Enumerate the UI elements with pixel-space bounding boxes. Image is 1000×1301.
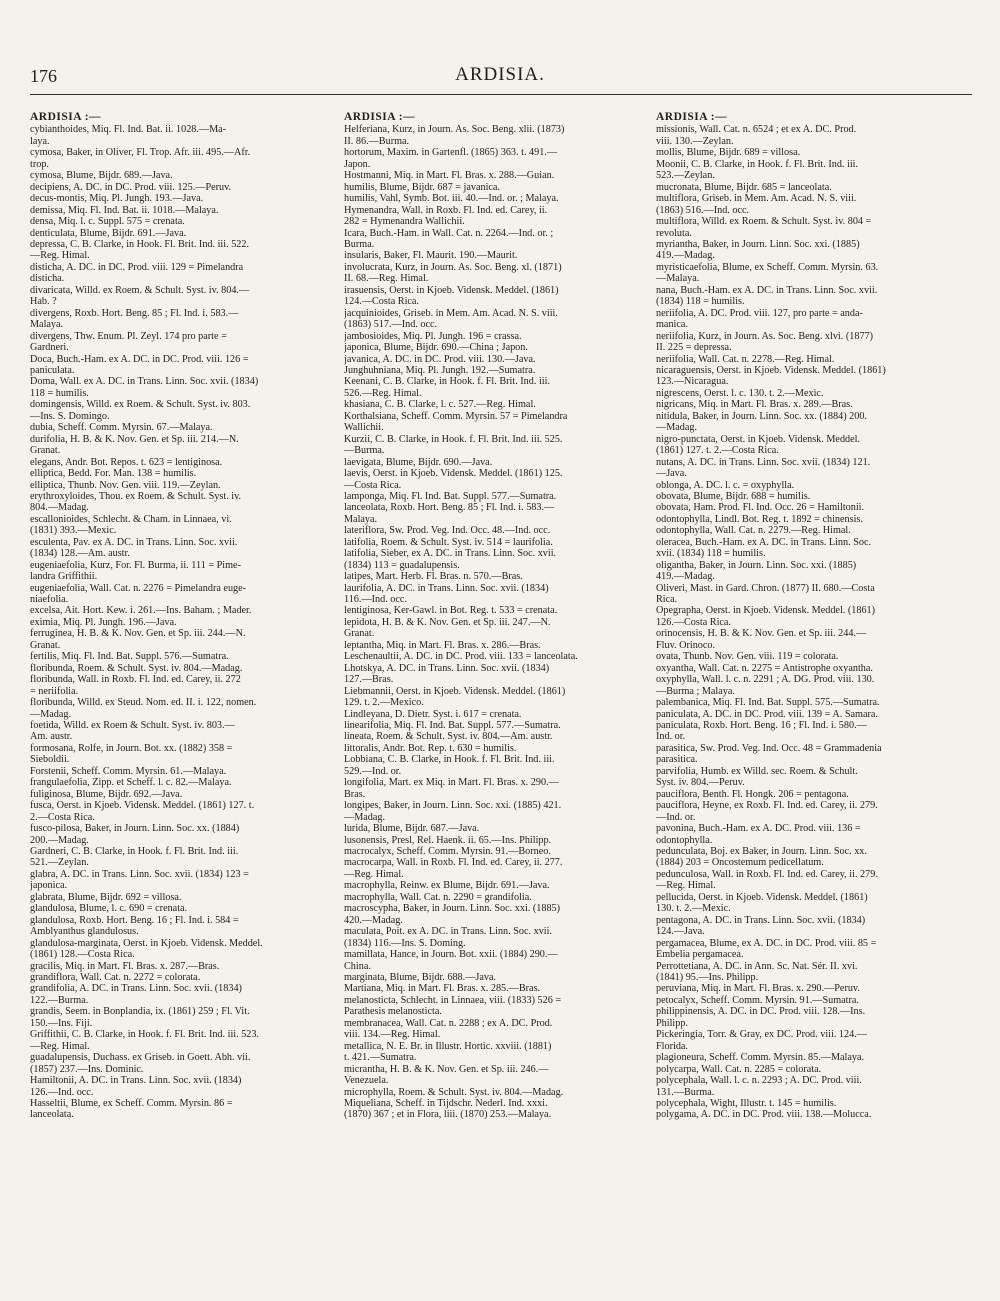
index-entry: peruviana, Miq. in Mart. Fl. Bras. x. 290.—Peruv. — [656, 983, 860, 995]
index-entry: floribunda, Willd. ex Steud. Nom. ed. II. i. 122, nomen. — [30, 697, 257, 709]
index-entry: longipes, Baker, in Journ. Linn. Soc. xxi. (1885) 421. — [344, 800, 562, 812]
index-entry: (1861) 128.—Costa Rica. — [30, 949, 135, 961]
index-entry: japonica, Blume, Bijdr. 690.—China ; Japon. — [344, 342, 528, 354]
index-entry: lineata, Roem. & Schult. Syst. iv. 804.—Am. austr. — [344, 731, 553, 743]
index-entry: divergens, Thw. Enum. Pl. Zeyl. 174 pro parte = — [30, 330, 227, 342]
index-entry: polycephala, Wall. l. c. n. 2293 ; A. DC. Prod. viii. — [656, 1075, 862, 1087]
index-entry: gracilis, Miq. in Mart. Fl. Bras. x. 287.—Bras. — [30, 960, 220, 972]
index-entry: foetida, Willd. ex Roem & Schult. Syst. iv. 803.— — [30, 720, 235, 732]
index-entry: elliptica, Thunb. Nov. Gen. viii. 119.—Zeylan. — [30, 479, 221, 491]
index-entry: excelsa, Ait. Hort. Kew. i. 261.—Ins. Baham. ; Mader. — [30, 605, 252, 617]
index-entry: jambosioides, Miq. Pl. Jungh. 196 = crassa. — [344, 330, 522, 342]
index-entry: odontophylla. — [656, 834, 713, 846]
index-entry: littoralis, Andr. Bot. Rep. t. 630 = humilis. — [344, 742, 517, 754]
index-entry: 419.—Madag. — [656, 571, 715, 583]
index-entry: Junghuhniana, Miq. Pl. Jungh. 192.—Sumatra. — [344, 364, 536, 376]
index-entry: nigro-punctata, Oerst. in Kjoeb. Vidensk. Meddel. — [656, 433, 861, 445]
index-entry: eugeniaefolia, Wall. Cat. n. 2276 = Pimelandra euge- — [30, 582, 247, 594]
index-entry: Japon. — [344, 158, 371, 170]
index-entry: 150.—Ins. Fiji. — [30, 1017, 93, 1029]
index-entry: decus-montis, Miq. Pl. Jungh. 193.—Java. — [30, 193, 204, 205]
index-entry: fusco-pilosa, Baker, in Journ. Linn. Soc. xx. (1884) — [30, 823, 240, 835]
index-entry: viii. 134.—Reg. Himal. — [344, 1029, 441, 1041]
index-entry: Florida. — [656, 1040, 688, 1052]
index-entry: cymosa, Baker, in Oliver, Fl. Trop. Afr. iii. 495.—Afr. — [30, 147, 251, 159]
index-entry: japonica. — [30, 880, 68, 892]
index-entry: 521.—Zeylan. — [30, 857, 89, 869]
index-entry: multiflora, Willd. ex Roem. & Schult. Syst. iv. 804 = — [656, 216, 872, 228]
index-entry: 124.—Java. — [656, 926, 705, 938]
index-entry: micrantha, H. B. & K. Nov. Gen. et Sp. iii. 246.— — [344, 1063, 549, 1075]
index-entry: pellucida, Oerst. in Kjoeb. Vidensk. Meddel. (1861) — [656, 891, 868, 903]
index-entry: Bras. — [344, 788, 366, 800]
index-entry: (1863) 516.—Ind. occ. — [656, 204, 750, 216]
index-entry: II. 225 = depressa. — [656, 342, 732, 354]
index-entry: Hymenandra, Wall. in Roxb. Fl. Ind. ed. Carey, ii. — [344, 204, 548, 216]
index-entry: ovata, Thunb. Nov. Gen. viii. 119 = colorata. — [656, 651, 839, 663]
index-entry: esculenta, Pav. ex A. DC. in Trans. Linn. Soc. xvii. — [30, 536, 238, 548]
index-entry: grandifolia, A. DC. in Trans. Linn. Soc. xvii. (1834) — [30, 983, 242, 995]
index-entry: obovata, Blume, Bijdr. 688 = humilis. — [656, 490, 811, 502]
index-entry: —Java. — [656, 468, 687, 480]
index-entry: 131.—Burma. — [656, 1086, 715, 1098]
index-entry: domingensis, Willd. ex Roem. & Schult. Syst. iv. 803. — [30, 399, 251, 411]
index-entry: 2.—Costa Rica. — [30, 811, 95, 823]
index-entry: pauciflora, Benth. Fl. Hongk. 206 = pentagona. — [656, 788, 849, 800]
index-entry: jacquinioides, Griseb. in Mem. Am. Acad. N. S. viii. — [344, 307, 558, 319]
index-entry: polygama, A. DC. in DC. Prod. viii. 138.—Molucca. — [656, 1109, 872, 1121]
index-entry: nitidula, Baker, in Journ. Linn. Soc. xx. (1884) 200. — [656, 410, 867, 422]
index-entry: Burma. — [344, 238, 375, 250]
index-entry: decipiens, A. DC. in DC. Prod. viii. 125.—Peruv. — [30, 181, 232, 193]
index-entry: Kurzii, C. B. Clarke, in Hook. f. Fl. Brit. Ind. iii. 525. — [344, 433, 563, 445]
index-entry: laevigata, Blume, Bijdr. 690.—Java. — [344, 456, 493, 468]
index-entry: khasiana, C. B. Clarke, l. c. 527.—Reg. Himal. — [344, 399, 536, 411]
index-entry: (1834) 118 = humilis. — [656, 296, 745, 308]
index-entry: Oliveri, Mast. in Gard. Chron. (1877) II. 680.—Costa — [656, 582, 875, 594]
index-entry: pentagona, A. DC. in Trans. Linn. Soc. xvii. (1834) — [656, 914, 866, 926]
index-entry: 122.—Burma. — [30, 994, 89, 1006]
index-entry: oligantha, Baker, in Journ. Linn. Soc. xxi. (1885) — [656, 559, 857, 571]
index-entry: humilis, Vahl, Symb. Bot. iii. 40.—Ind. or. ; Malaya. — [344, 193, 559, 205]
index-entry: orinocensis, H. B. & K. Nov. Gen. et Sp. iii. 244.— — [656, 628, 867, 640]
index-entry: petocalyx, Scheff. Comm. Myrsin. 91.—Sumatra. — [656, 994, 859, 1006]
index-entry: Liebmannii, Oerst. in Kjoeb. Vidensk. Meddel. (1861) — [344, 685, 566, 697]
index-entry: elliptica, Bedd. For. Man. 138 = humilis. — [30, 468, 197, 480]
index-entry: fuliginosa, Blume, Bijdr. 692.—Java. — [30, 788, 183, 800]
index-entry: glandulosa, Roxb. Hort. Beng. 16 ; Fl. Ind. i. 584 = — [30, 914, 239, 926]
index-entry: macrocalyx, Scheff. Comm. Myrsin. 91.—Borneo. — [344, 846, 551, 857]
index-entry: philippinensis, A. DC. in DC. Prod. viii. 128.—Ins. — [656, 1006, 866, 1018]
index-entry: (1861) 127. t. 2.—Costa Rica. — [656, 445, 779, 457]
index-entry: Miqueliana, Scheff. in Tijdschr. Nederl. Ind. xxxi. — [344, 1097, 548, 1109]
index-entry: —Ins. S. Domingo. — [30, 410, 110, 422]
index-entry: eximia, Miq. Pl. Jungh. 196.—Java. — [30, 616, 177, 628]
index-entry: 129. t. 2.—Mexico. — [344, 697, 424, 709]
index-entry: divergens, Roxb. Hort. Beng. 85 ; Fl. Ind. i. 583.— — [30, 307, 239, 319]
index-entry: Pickeringia, Torr. & Gray, ex DC. Prod. viii. 124.— — [656, 1029, 867, 1041]
index-entry: Malaya. — [30, 319, 64, 331]
index-entry: Opegrapha, Oerst. in Kjoeb. Vidensk. Meddel. (1861) — [656, 605, 876, 617]
index-entry: 126.—Costa Rica. — [656, 616, 731, 628]
index-entry: escallonioides, Schlecht. & Cham. in Linnaea, vi. — [30, 513, 232, 525]
index-entry: macrophylla, Wall. Cat. n. 2290 = grandifolia. — [344, 891, 532, 903]
index-entry: trop. — [30, 158, 49, 170]
index-entry: nicaraguensis, Oerst. in Kjoeb. Vidensk. Meddel. (1861) — [656, 364, 886, 376]
index-entry: 526.—Reg. Himal. — [344, 387, 422, 399]
index-entry: Wallichii. — [344, 422, 384, 434]
index-entry: erythroxyloides, Thou. ex Roem. & Schult. Syst. iv. — [30, 490, 242, 502]
index-entry: t. 421.—Sumatra. — [344, 1052, 417, 1064]
index-entry: (1834) 128.—Am. austr. — [30, 548, 130, 560]
index-entry: Helferiana, Kurz, in Journ. As. Soc. Beng. xlii. (1873) — [344, 124, 565, 136]
index-entry: cymosa, Blume, Bijdr. 689.—Java. — [30, 170, 173, 182]
index-entry: Ind. or. — [656, 731, 686, 743]
index-entry: 124.—Costa Rica. — [344, 296, 419, 308]
index-entry: Griffithii, C. B. Clarke, in Hook. f. Fl. Brit. Ind. iii. 523. — [30, 1029, 260, 1041]
index-entry: glandulosa-marginata, Oerst. in Kjoeb. Vidensk. Meddel. — [30, 937, 263, 949]
index-entry: paniculata, Roxb. Hort. Beng. 16 ; Fl. Ind. i. 580.— — [656, 720, 867, 732]
index-entry: lanceolata, Roxb. Hort. Beng. 85 ; Fl. Ind. i. 583.— — [344, 502, 555, 514]
index-entry: macrocarpa, Wall. in Roxb. Fl. Ind. ed. Carey, ii. 277. — [344, 857, 563, 869]
index-entry: fusca, Oerst. in Kjoeb. Vidensk. Meddel. (1861) 127. t. — [30, 800, 255, 812]
index-entry: —Burma ; Malaya. — [656, 685, 735, 697]
page-number: 176 — [30, 66, 57, 86]
index-entry: = neriifolia. — [30, 685, 79, 697]
index-entry: pergamacea, Blume, ex A. DC. in DC. Prod. viii. 85 = — [656, 937, 877, 949]
index-entry: grandiflora, Wall. Cat. n. 2272 = colorata. — [30, 971, 201, 983]
index-entry: (1863) 517.—Ind. occ. — [344, 319, 438, 331]
index-entry: 130. t. 2.—Mexic. — [656, 903, 731, 915]
index-entry: xvii. (1834) 118 = humilis. — [656, 548, 766, 560]
index-entry: odontophylla, Wall. Cat. n. 2279.—Reg. Himal. — [656, 525, 851, 537]
index-entry: —Madag. — [656, 422, 698, 434]
index-entry: macrophylla, Reinw. ex Blume, Bijdr. 691.—Java. — [344, 880, 550, 892]
index-entry: pavonina, Buch.-Ham. ex A. DC. Prod. viii. 136 = — [656, 823, 861, 835]
index-entry: oblonga, A. DC. l. c. = oxyphylla. — [656, 479, 795, 491]
index-entry: laurifolia, A. DC. in Trans. Linn. Soc. xvii. (1834) — [344, 582, 549, 594]
index-entry: metallica, N. E. Br. in Illustr. Hortic. xxviii. (1881) — [344, 1040, 552, 1052]
index-entry: Forstenii, Scheff. Comm. Myrsin. 61.—Malaya. — [30, 765, 227, 777]
index-entry: obovata, Ham. Prod. Fl. Ind. Occ. 26 = Hamiltonii. — [656, 502, 865, 514]
index-entry: depressa, C. B. Clarke, in Hook. Fl. Brit. Ind. iii. 522. — [30, 238, 250, 250]
index-entry: Leschenaultii, A. DC. in DC. Prod. viii. 133 = lanceolata. — [344, 651, 578, 663]
index-entry: glabra, A. DC. in Trans. Linn. Soc. xvii. (1834) 123 = — [30, 868, 249, 880]
index-entry: Doca, Buch.-Ham. ex A. DC. in DC. Prod. viii. 126 = — [30, 353, 249, 365]
index-entry: Rica. — [656, 594, 678, 606]
index-entry: leptantha, Miq. in Mart. Fl. Bras. x. 286.—Bras. — [344, 639, 541, 651]
column-2 — [344, 112, 642, 1121]
index-entry: pedunculosa, Wall. in Roxb. Fl. Ind. ed. Carey, ii. 279. — [656, 868, 878, 880]
index-entry: melanosticta, Schlecht. in Linnaea, viii. (1833) 526 = — [344, 994, 562, 1006]
index-entry: lurida, Blume, Bijdr. 687.—Java. — [344, 823, 480, 835]
index-entry: Syst. iv. 804.—Peruv. — [656, 777, 745, 789]
column-3 — [656, 112, 974, 1121]
index-entry: Gardneri, C. B. Clarke, in Hook. f. Fl. Brit. Ind. iii. — [30, 846, 239, 857]
index-entry: floribunda, Roem. & Schult. Syst. iv. 804.—Madag. — [30, 662, 243, 674]
index-entry: neriifolia, Kurz, in Journ. As. Soc. Beng. xlvi. (1877) — [656, 330, 874, 342]
index-entry: nana, Buch.-Ham. ex A. DC. in Trans. Linn. Soc. xvii. — [656, 284, 878, 296]
index-entry: 127.—Bras. — [344, 674, 394, 686]
index-entry: Martiana, Miq. in Mart. Fl. Bras. x. 285.—Bras. — [344, 983, 541, 995]
index-entry: durifolia, H. B. & K. Nov. Gen. et Sp. iii. 214.—N. — [30, 433, 239, 445]
index-entry: floribunda, Wall. in Roxb. Fl. Ind. ed. Carey, ii. 272 — [30, 674, 241, 686]
index-entry: insularis, Baker, Fl. Maurit. 190.—Maurit. — [344, 250, 518, 262]
index-entry: (1857) 237.—Ins. Dominic. — [30, 1063, 144, 1075]
index-entry: 529.—Ind. or. — [344, 765, 402, 777]
index-entry: lentiginosa, Ker-Gawl. in Bot. Reg. t. 533 = crenata. — [344, 605, 558, 617]
index-entry: marginata, Blume, Bijdr. 688.—Java. — [344, 971, 497, 983]
header-rule — [30, 94, 972, 95]
index-entry: lanceolata. — [30, 1109, 74, 1121]
index-entry: Amblyanthus glandulosus. — [30, 926, 139, 938]
index-entry: disticha. — [30, 273, 65, 285]
index-entry: 123.—Nicaragua. — [656, 376, 729, 388]
index-entry: guadalupensis, Duchass. ex Griseb. in Goett. Abh. vii. — [30, 1052, 251, 1064]
index-entry: —Madag. — [344, 811, 386, 823]
index-entry: 126.—Ind. occ. — [30, 1086, 94, 1098]
index-entry: —Reg. Himal. — [30, 250, 90, 262]
index-entry: Hasseltii, Blume, ex Scheff. Comm. Myrsin. 86 = — [30, 1097, 233, 1109]
index-entry: landra Griffithii. — [30, 571, 98, 583]
index-entry: maculata, Poit. ex A. DC. in Trans. Linn. Soc. xvii. — [344, 926, 552, 938]
index-entry: humilis, Blume, Bijdr. 687 = javanica. — [344, 181, 500, 193]
index-entry: (1834) 113 = guadalupensis. — [344, 559, 460, 571]
index-entry: fertilis, Miq. Fl. Ind. Bat. Suppl. 576.—Sumatra. — [30, 651, 229, 663]
index-entry: nigricans, Miq. in Mart. Fl. Bras. x. 289.—Bras. — [656, 399, 853, 411]
index-entry: plagioneura, Scheff. Comm. Myrsin. 85.—Malaya. — [656, 1052, 865, 1064]
index-entry: Hamiltonii, A. DC. in Trans. Linn. Soc. xvii. (1834) — [30, 1075, 242, 1087]
index-entry: (1841) 95.—Ins. Philipp. — [656, 971, 759, 983]
index-entry: dubia, Scheff. Comm. Myrsin. 67.—Malaya. — [30, 422, 213, 434]
index-entry: elegans, Andr. Bot. Repos. t. 623 = lentiginosa. — [30, 456, 223, 468]
index-entry: neriifolia, A. DC. Prod. viii. 127, pro parte = anda- — [656, 307, 863, 319]
index-entry: —Reg. Himal. — [30, 1040, 90, 1052]
index-entry: Sieboldii. — [30, 754, 70, 766]
index-entry: myriantha, Baker, in Journ. Linn. Soc. xxi. (1885) — [656, 238, 860, 250]
index-entry: oxyphylla, Wall. l. c. n. 2291 ; A. DG. Prod. viii. 130. — [656, 674, 875, 686]
index-entry: oxyantha, Wall. Cat. n. 2275 = Antistrophe oxyantha. — [656, 662, 873, 674]
index-entry: frangulaefolia, Zipp. et Scheff. l. c. 82.—Malaya. — [30, 777, 232, 789]
column-1 — [30, 112, 328, 1121]
index-entry: 118 = humilis. — [30, 387, 89, 399]
index-entry: Granat. — [344, 628, 375, 640]
index-entry: Fluv. Orinoco. — [656, 639, 716, 651]
index-entry: Venezuela. — [344, 1075, 389, 1087]
index-entry: Moonii, C. B. Clarke, in Hook. f. Fl. Brit. Ind. iii. — [656, 158, 859, 170]
index-entry: macroscypha, Baker, in Journ. Linn. Soc. xxi. (1885) — [344, 903, 561, 915]
column-heading: ARDISIA :— — [344, 111, 416, 123]
index-entry: myristicaefolia, Blume, ex Scheff. Comm. Myrsin. 63. — [656, 261, 879, 273]
index-entry: II. 86.—Burma. — [344, 135, 410, 147]
index-entry: hortorum, Maxim. in Gartenfl. (1865) 363. t. 491.— — [344, 147, 558, 159]
index-entry: densa, Miq. l. c. Suppl. 575 = crenata. — [30, 216, 185, 228]
running-head: ARDISIA. — [455, 64, 545, 85]
index-entry: Hostmanni, Miq. in Mart. Fl. Bras. x. 288.—Guian. — [344, 170, 555, 182]
column-heading: ARDISIA :— — [656, 111, 728, 123]
index-entry: Lindleyana, D. Dietr. Syst. i. 617 = crenata. — [344, 708, 522, 720]
index-entry: ferruginea, H. B. & K. Nov. Gen. et Sp. iii. 244.—N. — [30, 628, 246, 640]
index-entry: 523.—Zeylan. — [656, 170, 715, 182]
index-entry: 282 = Hymenandra Wallichii. — [344, 216, 465, 228]
index-entry: parasitica, Sw. Prod. Veg. Ind. Occ. 48 = Grammadenia — [656, 742, 882, 754]
index-entry: formosana, Rolfe, in Journ. Bot. xx. (1882) 358 = — [30, 742, 233, 754]
index-entry: 420.—Madag. — [344, 914, 403, 926]
index-entry: —Malaya. — [656, 273, 700, 285]
index-entry: niaefolia. — [30, 594, 69, 606]
index-entry: Korthalsiana, Scheff. Comm. Myrsin. 57 = Pimelandra — [344, 410, 568, 422]
index-entry: Lhotskya, A. DC. in Trans. Linn. Soc. xvii. (1834) — [344, 662, 550, 674]
index-entry: membranacea, Wall. Cat. n. 2288 ; ex A. DC. Prod. — [344, 1017, 553, 1029]
index-entry: pedunculata, Boj. ex Baker, in Journ. Linn. Soc. xx. — [656, 846, 867, 857]
index-entry: mucronata, Blume, Bijdr. 685 = lanceolata. — [656, 181, 832, 193]
index-entry: grandis, Seem. in Bonplandia, ix. (1861) 259 ; Fl. Vit. — [30, 1006, 250, 1018]
index-entry: Malaya. — [344, 513, 378, 525]
index-entry: Lobbiana, C. B. Clarke, in Hook. f. Fl. Brit. Ind. iii. — [344, 754, 555, 766]
index-entry: odontophylla, Lindl. Bot. Reg. t. 1892 = chinensis. — [656, 513, 863, 525]
index-entry: Granat. — [30, 445, 61, 457]
index-entry: paniculata. — [30, 364, 75, 376]
index-entry: —Ind. or. — [656, 811, 696, 823]
index-entry: Doma, Wall. ex A. DC. in Trans. Linn. Soc. xvii. (1834) — [30, 376, 259, 388]
index-entry: Philipp. — [656, 1017, 688, 1029]
index-entry: Keenani, C. B. Clarke, in Hook. f. Fl. Brit. Ind. iii. — [344, 376, 550, 388]
index-entry: (1831) 393.—Mexic. — [30, 525, 117, 537]
index-entry: polycephala, Wight, Illustr. t. 145 = humilis. — [656, 1097, 837, 1109]
index-entry: 419.—Madag. — [656, 250, 715, 262]
index-entry: —Reg. Himal. — [656, 880, 716, 892]
index-entry: mollis, Blume, Bijdr. 689 = villosa. — [656, 147, 801, 159]
index-entry: paniculata, A. DC. in DC. Prod. viii. 139 = A. Samara. — [656, 708, 878, 720]
index-entry: II. 68.—Reg. Himal. — [344, 273, 429, 285]
index-entry: polycarpa, Wall. Cat. n. 2285 = colorata. — [656, 1063, 822, 1075]
index-entry: manica. — [656, 319, 688, 331]
index-entry: mamillata, Hance, in Journ. Bot. xxii. (1884) 290.— — [344, 949, 558, 961]
index-entry: parasitica. — [656, 754, 698, 766]
index-entry: Embelia pergamacea. — [656, 949, 744, 961]
index-entry: oleracea, Buch.-Ham. ex A. DC. in Trans. Linn. Soc. — [656, 536, 872, 548]
index-entry: disticha, A. DC. in DC. Prod. viii. 129 = Pimelandra — [30, 261, 244, 273]
index-entry: javanica, A. DC. in DC. Prod. viii. 130.—Java. — [344, 353, 536, 365]
index-entry: 200.—Madag. — [30, 834, 89, 846]
index-entry: Gardneri. — [30, 342, 69, 354]
index-entry: involucrata, Kurz, in Journ. As. Soc. Beng. xl. (1871) — [344, 261, 562, 273]
index-entry: nutans, A. DC. in Trans. Linn. Soc. xvii. (1834) 121. — [656, 456, 871, 468]
index-entry: —Reg. Himal. — [344, 868, 404, 880]
index-entry: linearifolia, Miq. Fl. Ind. Bat. Suppl. 577.—Sumatra. — [344, 720, 561, 732]
index-entry: eugeniaefolia, Kurz, For. Fl. Burma, ii. 111 = Pime- — [30, 559, 241, 571]
index-entry: latifolia, Roem. & Schult. Syst. iv. 514 = laurifolia. — [344, 536, 553, 548]
index-entry: (1834) 116.—Ins. S. Doming. — [344, 937, 466, 949]
index-entry: Am. austr. — [30, 731, 73, 743]
index-entry: laya. — [30, 135, 50, 147]
index-entry: latipes, Mart. Herb. Fl. Bras. n. 570.—Bras. — [344, 571, 523, 583]
index-entry: —Madag. — [30, 708, 72, 720]
index-entry: (1884) 203 = Oncostemum pedicellatum. — [656, 857, 824, 869]
index-entry: 116.—Ind. occ. — [344, 594, 407, 606]
index-entry: multiflora, Griseb. in Mem. Am. Acad. N. S. viii. — [656, 193, 857, 205]
index-entry: demissa, Miq. Fl. Ind. Bat. ii. 1018.—Malaya. — [30, 204, 219, 216]
index-entry: China. — [344, 960, 371, 972]
index-entry: Hab. ? — [30, 296, 57, 308]
index-entry: glabrata, Blume, Bijdr. 692 = villosa. — [30, 891, 182, 903]
index-entry: Perrottetiana, A. DC. in Ann. Sc. Nat. Sér. II. xvi. — [656, 960, 858, 972]
index-entry: (1870) 367 ; et in Flora, liii. (1870) 253.—Malaya. — [344, 1109, 552, 1121]
index-entry: cybianthoides, Miq. Fl. Ind. Bat. ii. 1028.—Ma- — [30, 124, 227, 136]
index-entry: 804.—Madag. — [30, 502, 89, 514]
index-entry: missionis, Wall. Cat. n. 6524 ; et ex A. DC. Prod. — [656, 124, 857, 136]
index-entry: microphylla, Roem. & Schult. Syst. iv. 804.—Madag. — [344, 1086, 564, 1098]
index-entry: laevis, Oerst. in Kjoeb. Vidensk. Meddel. (1861) 125. — [344, 468, 563, 480]
index-entry: lusonensis, Presl, Rel. Haenk. ii. 65.—Ins. Philipp. — [344, 834, 552, 846]
index-entry: —Costa Rica. — [344, 479, 402, 491]
index-entry: Granat. — [30, 639, 61, 651]
index-entry: divaricata, Willd. ex Roem. & Schult. Syst. iv. 804.— — [30, 284, 250, 296]
column-heading: ARDISIA :— — [30, 111, 102, 123]
index-entry: denticulata, Blume, Bijdr. 691.—Java. — [30, 227, 187, 239]
index-entry: Parathesis melanosticta. — [344, 1006, 442, 1018]
index-entry: longifolia, Mart. ex Miq. in Mart. Fl. Bras. x. 290.— — [344, 777, 559, 789]
index-entry: pauciflora, Heyne, ex Roxb. Fl. Ind. ed. Carey, ii. 279. — [656, 800, 878, 812]
index-entry: glandulosa, Blume, l. c. 690 = crenata. — [30, 903, 188, 915]
index-entry: lateriflora, Sw. Prod. Veg. Ind. Occ. 48.—Ind. occ. — [344, 525, 551, 537]
index-entry: viii. 130.—Zeylan. — [656, 135, 734, 147]
index-entry: palembanica, Miq. Fl. Ind. Bat. Suppl. 575.—Sumatra. — [656, 697, 880, 709]
index-entry: neriifolia, Wall. Cat. n. 2278.—Reg. Himal. — [656, 353, 835, 365]
index-entry: irasuensis, Oerst. in Kjoeb. Vidensk. Meddel. (1861) — [344, 284, 559, 296]
index-entry: lepidota, H. B. & K. Nov. Gen. et Sp. iii. 247.—N. — [344, 616, 551, 628]
index-entry: parvifolia, Humb. ex Willd. sec. Roem. & Schult. — [656, 765, 858, 777]
index-entry: lampongа, Miq. Fl. Ind. Bat. Suppl. 577.—Sumatra. — [344, 490, 557, 502]
index-entry: —Burma. — [344, 445, 385, 457]
index-entry: revoluta. — [656, 227, 692, 239]
index-entry: latifolia, Sieber, ex A. DC. in Trans. Linn. Soc. xvii. — [344, 548, 557, 560]
index-entry: nigrescens, Oerst. l. c. 130. t. 2.—Mexic. — [656, 387, 824, 399]
index-entry: Icara, Buch.-Ham. in Wall. Cat. n. 2264.—Ind. or. ; — [344, 227, 554, 239]
